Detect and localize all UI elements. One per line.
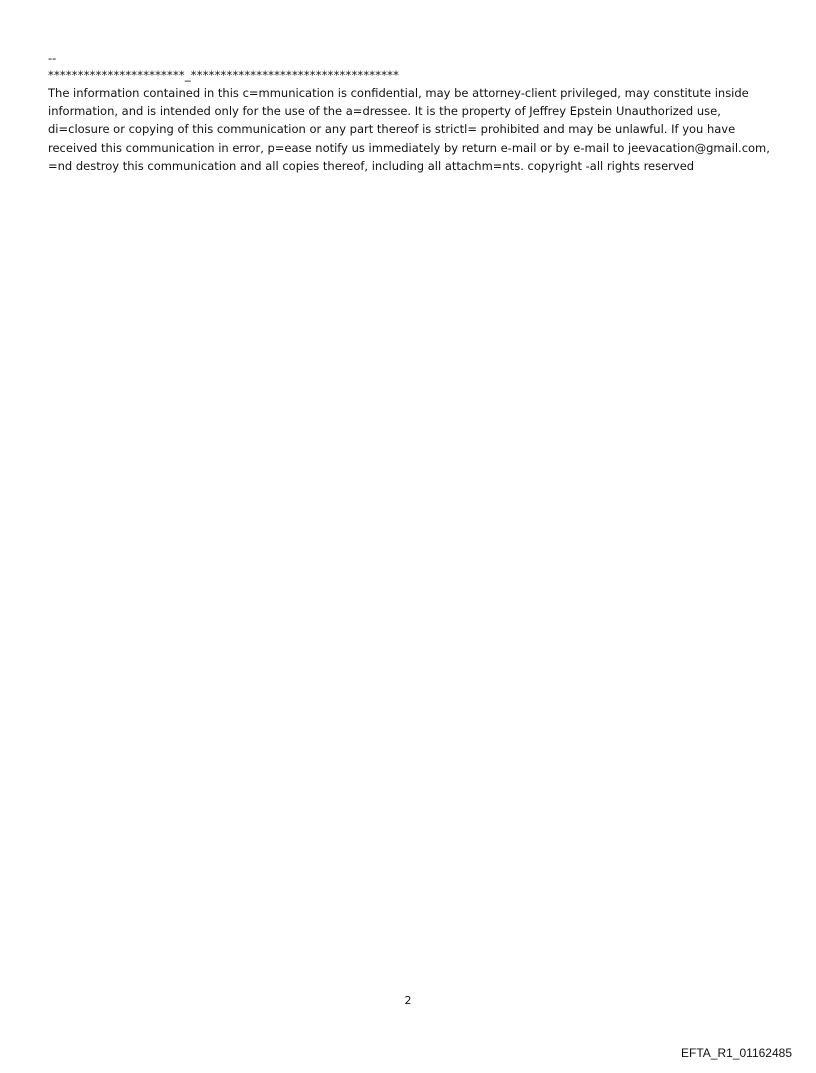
- stars-divider: ***********************_***********************************: [48, 68, 400, 82]
- document-id: EFTA_R1_01162485: [681, 1046, 792, 1060]
- confidentiality-disclaimer: The information contained in this c=mmunication is confidential, may be attorney-client privileged, may constitute inside information, and is intended only for the use of the a=dressee. It is the property of Jeffrey Epstein Unauthorized use, di=closure or copying of this communication or any part thereof is strictl= prohibited and may be unlawful. If you have received this communication in error, p=ease notify us immediately by return e-mail or by e-mail to jeevacation@gmail.com, =nd destroy this communication and all copies thereof, including all attachm=nts. copyright -all rights reserved: [48, 86, 770, 173]
- email-body: [48, 50, 778, 175]
- page-number: 2: [404, 994, 412, 1007]
- signature-separator: --: [48, 51, 57, 65]
